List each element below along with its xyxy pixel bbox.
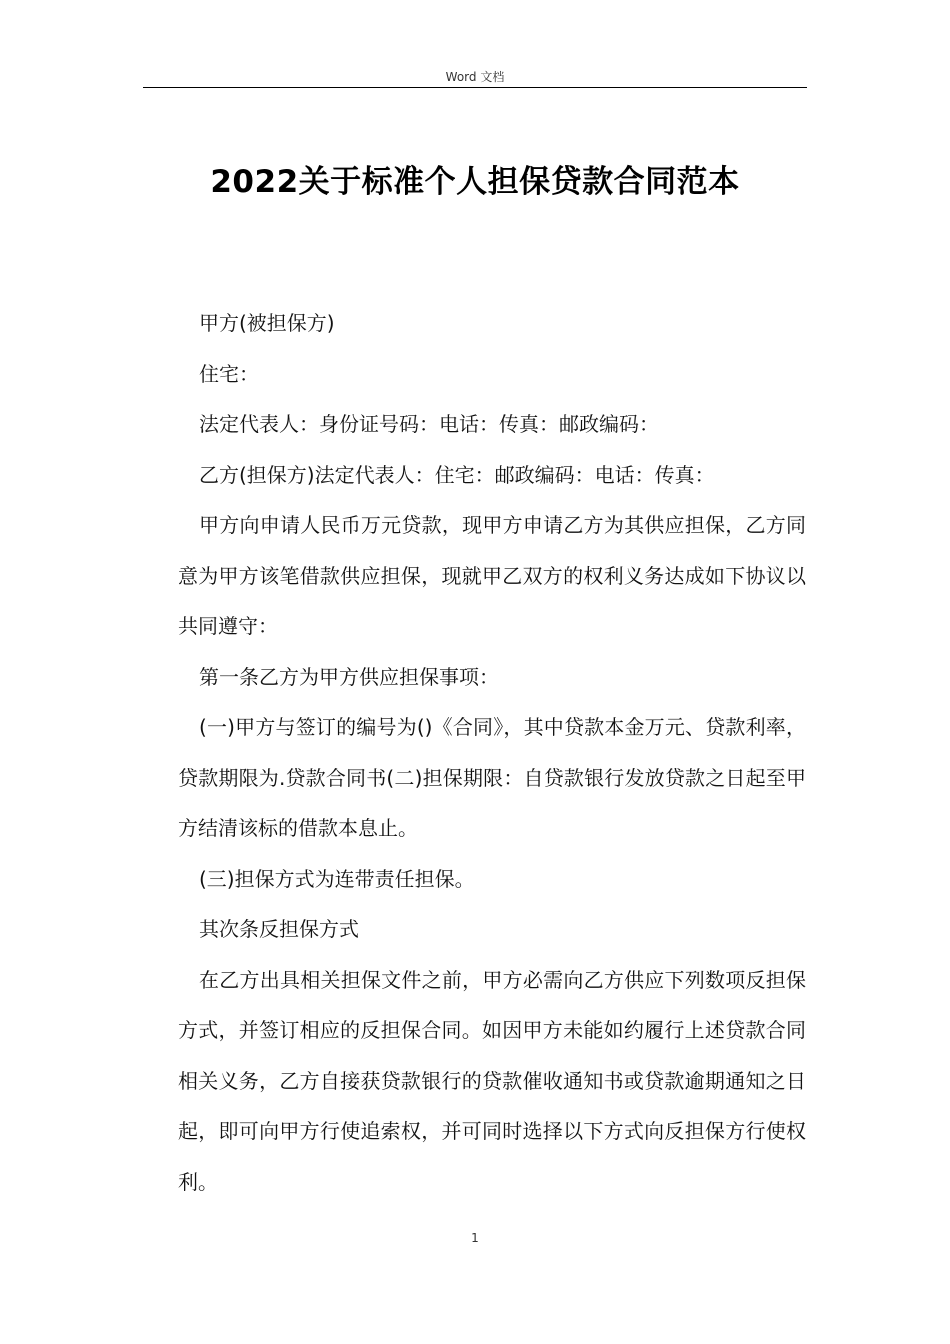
paragraph-counter-guarantee: 在乙方出具相关担保文件之前，甲方必需向乙方供应下列数项反担保方式，并签订相应的反担保合同。如因甲方未能如约履行上述贷款合同相关义务，乙方自接获贷款银行的贷款催收通知书或贷款逾期通知之日起，即可向甲方行使追索权，并可同时选择以下方式向反担保方行使权利。 <box>178 967 806 1194</box>
paragraph-clause-1-2: (一)甲方与签订的编号为()《合同》，其中贷款本金万元、贷款利率，贷款期限为.贷款合同书(二)担保期限：自贷款银行发放贷款之日起至甲方结清该标的借款本息止。 <box>178 715 806 840</box>
paragraph-party-a: 甲方(被担保方) <box>199 311 335 335</box>
page-number: 1 <box>471 1231 479 1245</box>
paragraph-residence: 住宅： <box>199 361 259 386</box>
paragraph-article-2: 其次条反担保方式 <box>199 917 359 941</box>
header-text: Word 文档 <box>445 70 505 84</box>
paragraph-legal-representative: 法定代表人：身份证号码：电话：传真：邮政编码： <box>199 412 659 436</box>
paragraph-article-1: 第一条乙方为甲方供应担保事项： <box>199 664 499 689</box>
document-title: 2022关于标准个人担保贷款合同范本 <box>210 164 740 200</box>
paragraph-party-b: 乙方(担保方)法定代表人：住宅：邮政编码：电话：传真： <box>199 462 715 487</box>
paragraph-preamble: 甲方向申请人民币万元贷款，现甲方申请乙方为其供应担保，乙方同意为甲方该笔借款供应担保，现就甲乙双方的权利义务达成如下协议以共同遵守： <box>178 513 806 638</box>
paragraph-clause-3: (三)担保方式为连带责任担保。 <box>199 866 475 891</box>
document-body <box>178 298 806 1207</box>
header-divider <box>143 87 807 88</box>
